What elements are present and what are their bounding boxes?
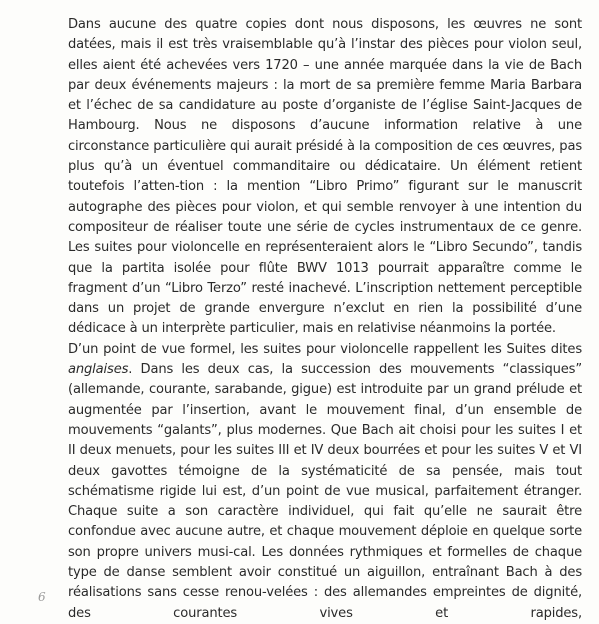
paragraph-2-text-rest: . Dans les deux cas, la succession des mouvements “classiques” (allemande, courante, sarabande, gigue) est introduite par un grand prélude et augmentée par l’insertion, avant le mouvement final, d’un ensemble de mouvements “galants”, plus modernes. Que Bach ait choisi pour les suites I et II deux menuets, pour les suites III et IV deux bourrées et pour les suites V et VI deux gavottes témoigne de la systématicité de sa pensée, mais tout schématisme rigide lui est, d’un point de vue musical, parfaitement étranger. Chaque suite a son caractère individuel, qui fait qu’elle ne saurait être confondue avec aucune autre, et chaque mouvement déploie en quelque sorte son propre univers musi-cal. Les données rythmiques et formelles de chaque type de danse semblent avoir constitué un aiguillon, entraînant Bach à des réalisations sans cesse renou-velées : des allemandes empreintes de dignité, des courantes vives et rapides, (68, 362, 582, 621)
page-number: 6 (38, 590, 46, 604)
paragraph-2-text-start: D’un point de vue formel, les suites pour violoncelle rappellent les Suites dites (68, 341, 582, 357)
paragraph-1 (68, 15, 582, 340)
paragraph-1-text: Dans aucune des quatre copies dont nous disposons, les œuvres ne sont datées, mais il est très vraisemblable qu’à l’instar des pièces pour violon seul, elles aient été achevées vers 1720 – une année marquée dans la vie de Bach par deux événements majeurs : la mort de sa première femme Maria Barbara et l’échec de sa candidature au poste d’organiste de l’église Saint-Jacques de Hambourg. Nous ne disposons d’aucune information relative à une circonstance particulière qui aurait présidé à la composition de ces œuvres, pas plus qu’à un éventuel commanditaire ou dédicataire. Un élément retient toutefois l’atten-tion : la mention “Libro Primo” figurant sur le manuscrit autographe des pièces pour violon, et qui semble renvoyer à une intention du compositeur de réaliser toute une série de cycles instrumentaux de ce genre. Les suites pour violoncelle en représenteraient alors le “Libro Secundo”, tandis que la partita isolée pour flûte BWV 1013 pourrait apparaître comme le fragment d’un “Libro Terzo” resté inachevé. L’inscription nettement perceptible dans un projet de grande envergure n’exclut en rien la possibilité d’une dédicace à un interprète particulier, mais en relativise néanmoins la portée. (68, 17, 582, 337)
paragraph-2 (68, 340, 582, 624)
page-body-text (68, 15, 582, 624)
italic-term-anglaises: anglaises (68, 362, 129, 378)
